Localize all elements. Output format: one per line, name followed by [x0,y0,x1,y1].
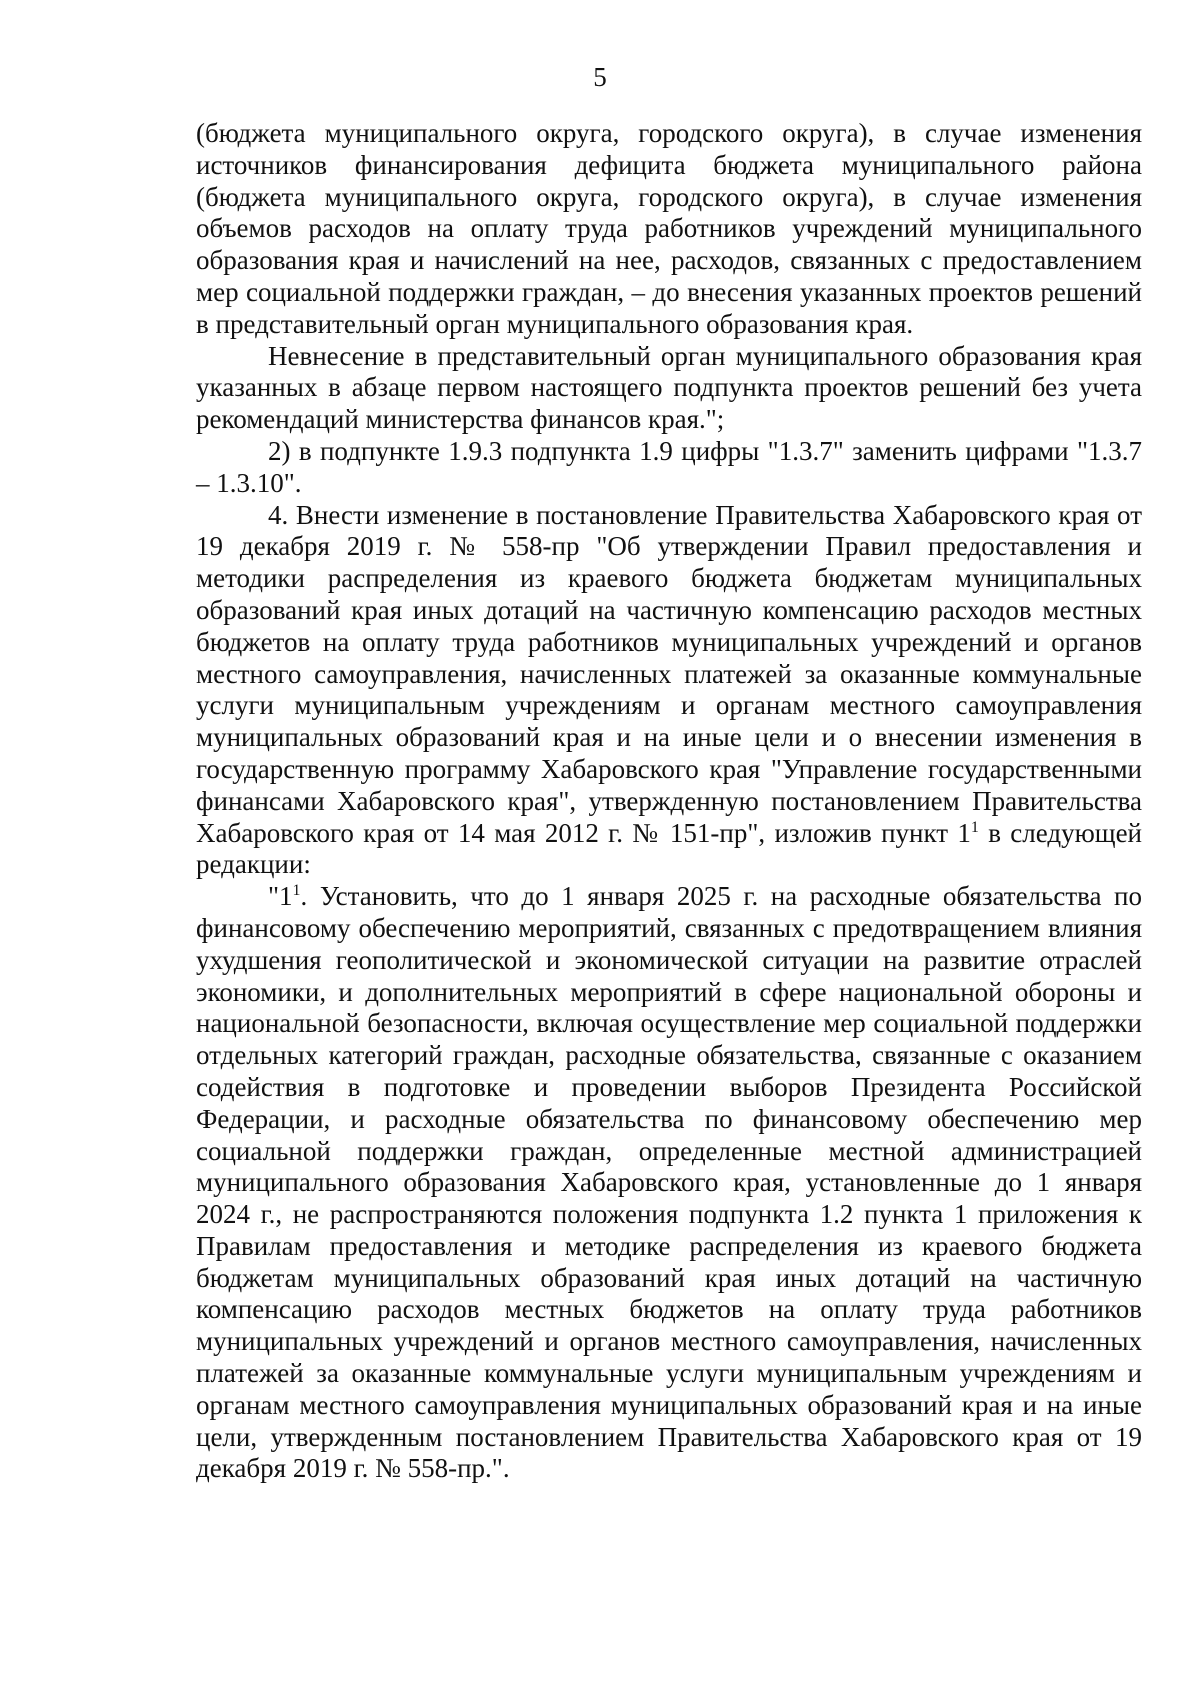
paragraph-point-1-1-start: "1 [268,881,293,912]
page-number: 5 [593,62,607,92]
paragraph-point-1-1-text: . Установить, что до 1 января 2025 г. на расходные обязательства по финансовому обеспечению мероприятий, связанных с предотвращением влияния ухудшения геополитической и экономической ситуации на развитие отраслей экономики, и дополнительных мероприятий в сфере национальной обороны и национальной безопасности, включая осуществление мер социальной поддержки отдельных категорий граждан, расходные обязательства, связанные с оказанием содействия в подготовке и проведении выборов Президента Российской Федерации, и расходные обязательства по финансовому обеспечению мер социальной поддержки граждан, определенные местной администрацией муниципального образования Хабаровского края, установленные до 1 января 2024 г., не распространяются положения подпункта 1.2 пункта 1 приложения к Правилам предоставления и методике распределения из краевого бюджета бюджетам муниципальных образований края иных дотаций на частичную компенсацию расходов местных бюджетов на оплату труда работников муниципальных учреждений и органов местного самоуправления, начисленных платежей за оказанные коммунальные услуги муниципальным учреждениям и органам местного самоуправления муниципальных образований края и на иные цели, утвержденным постановлением Правительства Хабаровского края от 19 декабря 2019 г. № 558-пр.". [196,881,1142,1484]
superscript-mark: 1 [970,818,979,836]
paragraph-item-4 [196,500,1142,882]
paragraph-continuation: (бюджета муниципального округа, городского округа), в случае изменения источников финансирования дефицита бюджета муниципального района (бюджета муниципального округа, городского округа), в случае изменения объемов расходов на оплату труда работников учреждений муниципального образования края и начислений на нее, расходов, связанных с предоставлением мер социальной поддержки граждан, – до внесения указанных проектов решений в представительный орган муниципального образования края. [196,118,1142,339]
paragraph-point-1-1 [196,881,1142,1485]
document-body [196,118,1142,1485]
paragraph-item-4-text-end: в следующей редакции: [196,817,1142,880]
paragraph-non-submission: Невнесение в представительный орган муниципального образования края указанных в абзаце первом настоящего подпункта проектов решений без учета рекомендаций министерства финансов края."; [196,340,1142,435]
paragraph-item-4-text: 4. Внести изменение в постановление Правительства Хабаровского края от 19 декабря 2019 г. № 558-пр "Об утверждении Правил предоставления и методики распределения из краевого бюджета бюджетам муниципальных образований края иных дотаций на частичную компенсацию расходов местных бюджетов на оплату труда работников муниципальных учреждений и органов местного самоуправления, начисленных платежей за оказанные коммунальные услуги муниципальным учреждениям и органам местного самоуправления муниципальных образований края и на иные цели и о внесении изменения в государственную программу Хабаровского края "Управление государственными финансами Хабаровского края", утвержденную постановлением Правительства Хабаровского края от 14 мая 2012 г. № 151-пр", изложив пункт 1 [196,499,1142,848]
paragraph-item-2: 2) в подпункте 1.9.3 подпункта 1.9 цифры "1.3.7" заменить цифрами "1.3.7 – 1.3.10". [196,435,1142,498]
superscript-mark: 1 [292,882,301,900]
